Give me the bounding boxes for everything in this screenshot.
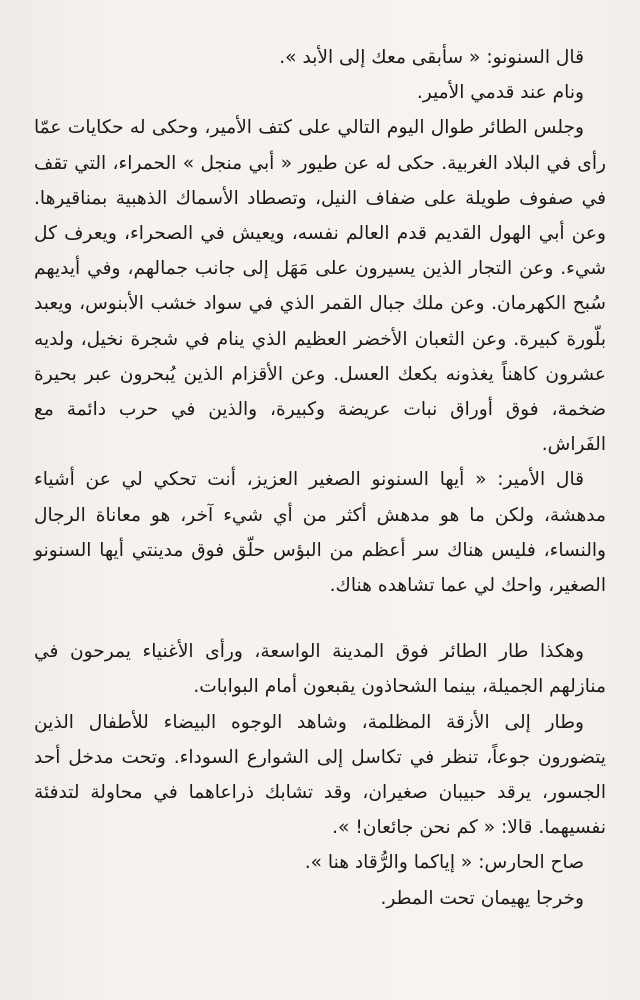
paragraph-flight-over-city: وهكذا طار الطائر فوق المدينة الواسعة، ورأى الأغنياء يمرحون في منازلهم الجميلة، بينما الشحاذون يقبعون أمام البوابات. xyxy=(34,641,606,698)
page-body-text xyxy=(34,40,606,916)
paragraph-gap xyxy=(34,603,606,634)
paragraph-dark-alleys: وطار إلى الأزقة المظلمة، وشاهد الوجوه البيضاء للأطفال الذين يتضورون جوعاً، تنظر في تكاسل إلى الشوارع السوداء. وتحت مدخل أحد الجسور، يرقد حبيبان صغيران، وقد تشابك ذراعاهما في محاولة لتدفئة نفسيهما. قالا: « كم نحن جائعان! ». xyxy=(34,711,606,839)
paragraph-guard-shout: صاح الحارس: « إياكما والرُّقاد هنا ». xyxy=(304,852,584,874)
paragraph-tales: وجلس الطائر طوال اليوم التالي على كتف الأمير، وحكى له حكايات عمّا رأى في البلاد الغربية. حكى له عن طيور « أبي منجل » الحمراء، التي تقف في صفوف طويلة على ضفاف النيل، وتصطاد الأسماك الذهبية بمناقيرها. وعن أبي الهول القديم قدم العالم نفسه، ويعيش في الصحراء، ويعرف كل شيء. وعن التجار الذين يسيرون على مَهَل إلى جانب جمالهم، وفي أيديهم سُبح الكهرمان. وعن ملك جبال القمر الذي في سواد خشب الأبنوس، ويعبد بلّورة كبيرة. وعن الثعبان الأخضر العظيم الذي ينام في شجرة نخيل، ولديه عشرون كاهناً يغذونه بكعك العسل. وعن الأقزام الذين يُبحرون عبر بحيرة ضخمة، فوق أوراق نبات عريضة وكبيرة، والذين في حرب دائمة مع الفَراش. xyxy=(34,117,606,456)
paragraph-prince-request: قال الأمير: « أيها السنونو الصغير العزيز، أنت تحكي لي عن أشياء مدهشة، ولكن ما هو مدهش أكثر من أي شيء آخر، هو معاناة الرجال والنساء، فليس هناك سر أعظم من البؤس حلّق فوق مدينتي أيها السنونو الصغير، واحك لي عما تشاهده هناك. xyxy=(34,469,606,597)
paragraph-swallow-promise: قال السنونو: « سأبقى معك إلى الأبد ». xyxy=(279,47,584,68)
paragraph-rain: وخرجا يهيمان تحت المطر. xyxy=(380,887,584,909)
paragraph-slept: ونام عند قدمي الأمير. xyxy=(416,82,584,104)
